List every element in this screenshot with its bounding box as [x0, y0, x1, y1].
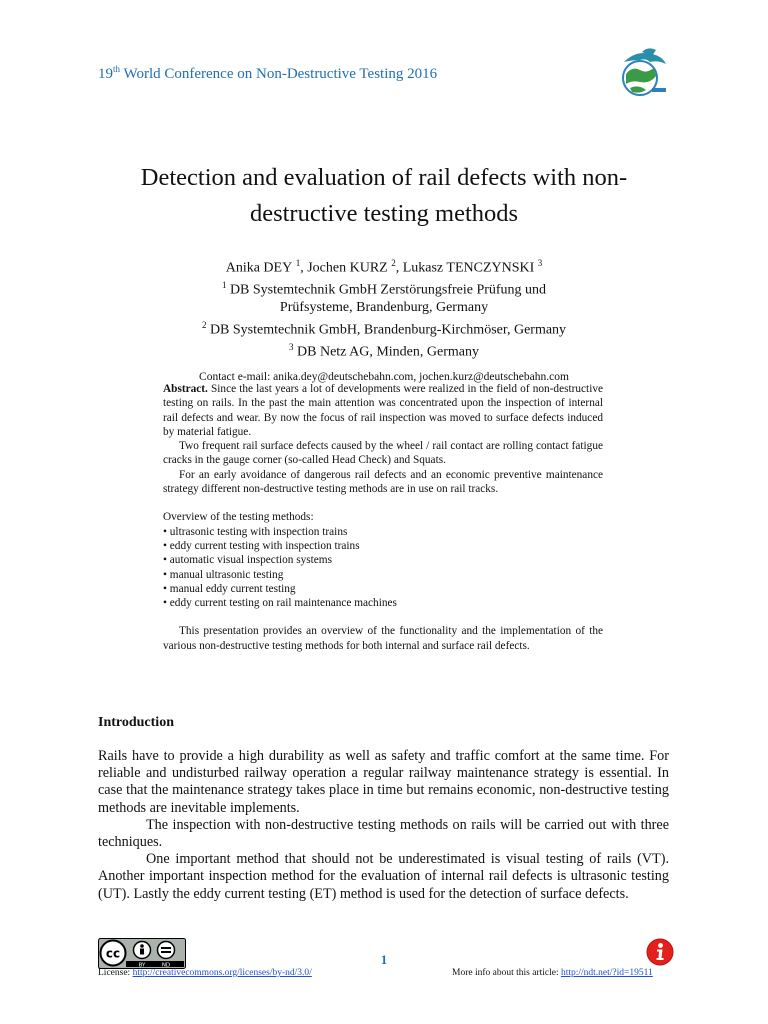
more-info-line	[452, 968, 653, 978]
more-info-link[interactable]: http://ndt.net/?id=19511	[560, 968, 653, 978]
list-item: • eddy current testing with inspection trains	[163, 539, 603, 553]
list-item: • manual eddy current testing	[163, 582, 603, 596]
introduction-paragraph-3: One important method that should not be underestimated is visual testing of rails (VT). Another important inspection method for the evaluation of internal rail defects is ultrasonic testing (UT). Lastly the eddy current testing (ET) method is used for the detection of surface defects.	[98, 851, 669, 902]
abstract-text: Since the last years a lot of developments were realized in the field of non-destructive testing on rails. In the past the main attention was concentrated upon the inspection of internal rail defects and wear. By now the focus of rail inspection was moved to surface defects induced by material fatigue.	[163, 383, 603, 438]
affiliation-3	[100, 339, 668, 361]
creative-commons-badge-icon[interactable]	[98, 938, 186, 969]
introduction-heading: Introduction	[98, 715, 174, 730]
contact-email: Contact e-mail: anika.dey@deutschebahn.com, jochen.kurz@deutschebahn.com	[199, 371, 569, 384]
abstract	[163, 382, 603, 653]
page-number: 1	[380, 952, 388, 967]
conference-ordinal-suffix: th	[113, 64, 121, 74]
overview-heading: Overview of the testing methods:	[163, 511, 314, 524]
cc-nd-label: ND	[161, 962, 171, 969]
more-info-label: More info about this article:	[452, 968, 561, 978]
conference-name: World Conference on Non-Destructive Testing 2016	[120, 66, 438, 82]
affiliation-text: DB Systemtechnik GmbH, Brandenburg-Kirchmöser, Germany	[209, 322, 567, 338]
affiliation-1	[100, 277, 668, 299]
list-item: • ultrasonic testing with inspection trains	[163, 525, 603, 539]
methods-list	[163, 525, 603, 611]
cc-mark-text: cc	[105, 946, 121, 961]
abstract-paragraph-1	[163, 382, 603, 439]
conference-header	[98, 64, 437, 83]
paper-title-line2: destructive testing methods	[249, 200, 519, 227]
conference-ordinal: 19	[98, 66, 113, 82]
author-affiliation-mark: 3	[537, 258, 543, 268]
introduction-paragraph-2: The inspection with non-destructive testing methods on rails will be carried out with three techniques.	[98, 816, 669, 851]
author-list: Anika DEY $^1$, Jochen KURZ $^2$, Lukasz TENCZYNSKI $^3$	[225, 258, 543, 276]
author-name: Jochen KURZ	[307, 260, 388, 276]
abstract-paragraph-4: This presentation provides an overview of the functionality and the implementation of the various non-destructive testing methods for both internal and surface rail defects.	[163, 625, 603, 652]
list-item: • manual ultrasonic testing	[163, 568, 603, 582]
cc-by-label: BY	[138, 962, 146, 969]
affiliation-text: DB Systemtechnik GmbH Zerstörungsfreie Prüfung und	[229, 282, 547, 298]
affiliation-number: 3	[289, 341, 294, 352]
paper-title	[100, 160, 668, 232]
abstract-paragraph-3: For an early avoidance of dangerous rail defects and an economic preventive maintenance strategy different non-destructive testing methods are in use on rail tracks.	[163, 468, 603, 496]
affiliation-text: DB Netz AG, Minden, Germany	[297, 344, 479, 360]
affiliation-number: 1	[221, 280, 227, 291]
authors-block	[100, 255, 668, 387]
paper-title-line1: Detection and evaluation of rail defects with non-	[140, 164, 628, 191]
globe-logo-icon	[612, 44, 670, 100]
affiliation-1-continued: Prüfsysteme, Brandenburg, Germany	[279, 300, 489, 316]
author-affiliation-mark: 1	[295, 258, 301, 268]
list-item: • automatic visual inspection systems	[163, 553, 603, 567]
license-label: License:	[98, 968, 133, 978]
license-link[interactable]: http://creativecommons.org/licenses/by-nd/3.0/	[132, 968, 312, 978]
abstract-label: Abstract.	[163, 383, 208, 395]
list-item: • eddy current testing on rail maintenance machines	[163, 596, 603, 610]
introduction-body	[98, 748, 669, 903]
author-name: Lukasz TENCZYNSKI	[402, 260, 535, 276]
affiliation-2	[100, 317, 668, 339]
author-name: Anika DEY	[225, 260, 293, 276]
affiliation-number: 2	[201, 319, 207, 330]
author-affiliation-mark: 2	[391, 258, 396, 268]
abstract-paragraph-2: Two frequent rail surface defects caused by the wheel / rail contact are rolling contact fatigue cracks in the gauge corner (so-called Head Check) and Squats.	[163, 440, 603, 467]
info-icon[interactable]	[646, 938, 674, 966]
introduction-paragraph-1: Rails have to provide a high durability as well as safety and traffic comfort at the same time. For reliable and undisturbed railway operation a regular railway maintenance strategy is essential. In case that the maintenance strategy takes place in time but remains economic, non-destructive testing methods are inevitable implements.	[98, 748, 669, 816]
license-line	[98, 968, 312, 978]
